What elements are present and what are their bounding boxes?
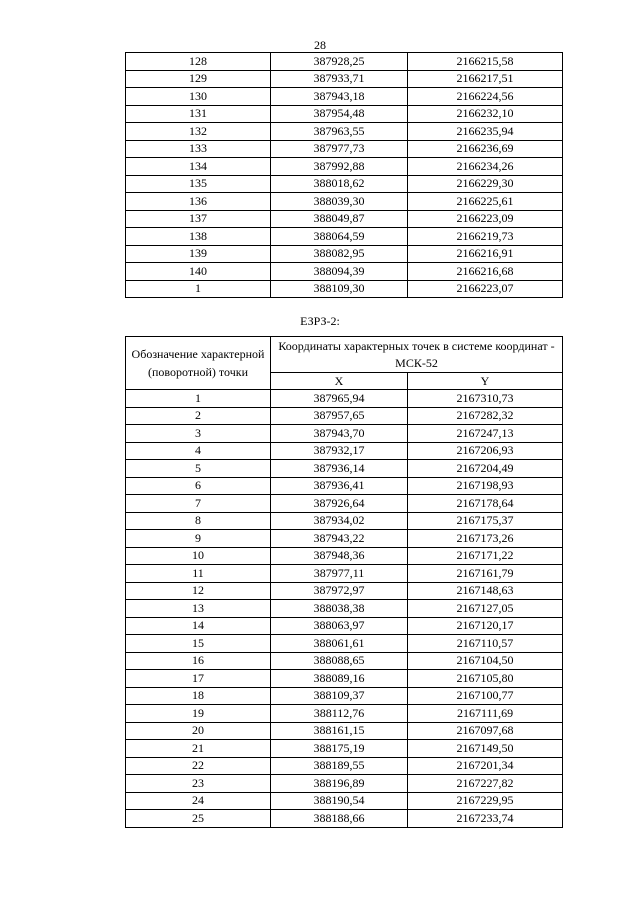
table-row xyxy=(126,722,563,740)
y-coordinate-cell: 2167100,77 xyxy=(408,687,563,705)
table-row xyxy=(126,53,563,71)
table-header xyxy=(126,337,563,390)
table-row xyxy=(126,635,563,653)
point-number-cell: 131 xyxy=(126,105,271,123)
table-row xyxy=(126,442,563,460)
y-coordinate-cell: 2167161,79 xyxy=(408,565,563,583)
x-coordinate-cell: 387943,18 xyxy=(271,88,408,106)
point-number-cell: 2 xyxy=(126,407,271,425)
x-coordinate-cell: 388175,19 xyxy=(271,740,408,758)
x-coordinate-cell: 387972,97 xyxy=(271,582,408,600)
x-coordinate-cell: 387965,94 xyxy=(271,390,408,408)
y-coordinate-cell: 2167149,50 xyxy=(408,740,563,758)
coordinates-table-continued xyxy=(125,52,563,298)
x-coordinate-cell: 387963,55 xyxy=(271,123,408,141)
point-number-cell: 14 xyxy=(126,617,271,635)
y-coordinate-cell: 2167105,80 xyxy=(408,670,563,688)
table-row xyxy=(126,617,563,635)
y-coordinate-cell: 2167175,37 xyxy=(408,512,563,530)
table-row xyxy=(126,123,563,141)
table-row xyxy=(126,245,563,263)
table-row xyxy=(126,105,563,123)
point-number-cell: 23 xyxy=(126,775,271,793)
x-coordinate-cell: 388161,15 xyxy=(271,722,408,740)
point-number-cell: 21 xyxy=(126,740,271,758)
x-coordinate-cell: 387957,65 xyxy=(271,407,408,425)
point-number-cell: 1 xyxy=(126,390,271,408)
x-coordinate-cell: 387977,73 xyxy=(271,140,408,158)
header-x-label: X xyxy=(271,373,408,390)
y-coordinate-cell: 2167310,73 xyxy=(408,390,563,408)
x-coordinate-cell: 388188,66 xyxy=(271,810,408,828)
x-coordinate-cell: 387977,11 xyxy=(271,565,408,583)
table-row xyxy=(126,477,563,495)
table-row xyxy=(126,158,563,176)
y-coordinate-cell: 2167229,95 xyxy=(408,792,563,810)
point-number-cell: 134 xyxy=(126,158,271,176)
table-row xyxy=(126,600,563,618)
table-row xyxy=(126,687,563,705)
table-row xyxy=(126,390,563,408)
point-number-cell: 136 xyxy=(126,193,271,211)
table-row xyxy=(126,512,563,530)
y-coordinate-cell: 2166219,73 xyxy=(408,228,563,246)
point-number-cell: 130 xyxy=(126,88,271,106)
table-row xyxy=(126,547,563,565)
x-coordinate-cell: 387948,36 xyxy=(271,547,408,565)
x-coordinate-cell: 387992,88 xyxy=(271,158,408,176)
table-row xyxy=(126,705,563,723)
table-row xyxy=(126,140,563,158)
x-coordinate-cell: 388196,89 xyxy=(271,775,408,793)
point-number-cell: 3 xyxy=(126,425,271,443)
table-row xyxy=(126,670,563,688)
point-number-cell: 137 xyxy=(126,210,271,228)
x-coordinate-cell: 388109,30 xyxy=(271,280,408,298)
x-coordinate-cell: 387943,70 xyxy=(271,425,408,443)
point-number-cell: 11 xyxy=(126,565,271,583)
x-coordinate-cell: 388038,38 xyxy=(271,600,408,618)
y-coordinate-cell: 2167120,17 xyxy=(408,617,563,635)
x-coordinate-cell: 388094,39 xyxy=(271,263,408,281)
x-coordinate-cell: 388018,62 xyxy=(271,175,408,193)
coordinates-table-ezrz2 xyxy=(125,336,563,828)
y-coordinate-cell: 2166217,51 xyxy=(408,70,563,88)
table-row xyxy=(126,757,563,775)
x-coordinate-cell: 388061,61 xyxy=(271,635,408,653)
x-coordinate-cell: 388089,16 xyxy=(271,670,408,688)
point-number-cell: 129 xyxy=(126,70,271,88)
y-coordinate-cell: 2167204,49 xyxy=(408,460,563,478)
table-row xyxy=(126,495,563,513)
header-coordinates-title: Координаты характерных точек в системе координат - МСК-52 xyxy=(271,337,563,373)
y-coordinate-cell: 2167111,69 xyxy=(408,705,563,723)
y-coordinate-cell: 2167227,82 xyxy=(408,775,563,793)
point-number-cell: 4 xyxy=(126,442,271,460)
x-coordinate-cell: 388082,95 xyxy=(271,245,408,263)
x-coordinate-cell: 387943,22 xyxy=(271,530,408,548)
y-coordinate-cell: 2166224,56 xyxy=(408,88,563,106)
header-point-designation: Обозначение характерной (поворотной) точки xyxy=(126,337,271,390)
y-coordinate-cell: 2166215,58 xyxy=(408,53,563,71)
y-coordinate-cell: 2167198,93 xyxy=(408,477,563,495)
y-coordinate-cell: 2166216,68 xyxy=(408,263,563,281)
x-coordinate-cell: 387936,41 xyxy=(271,477,408,495)
point-number-cell: 6 xyxy=(126,477,271,495)
y-coordinate-cell: 2167282,32 xyxy=(408,407,563,425)
point-number-cell: 133 xyxy=(126,140,271,158)
point-number-cell: 128 xyxy=(126,53,271,71)
y-coordinate-cell: 2166216,91 xyxy=(408,245,563,263)
x-coordinate-cell: 387934,02 xyxy=(271,512,408,530)
y-coordinate-cell: 2167173,26 xyxy=(408,530,563,548)
y-coordinate-cell: 2167104,50 xyxy=(408,652,563,670)
y-coordinate-cell: 2166236,69 xyxy=(408,140,563,158)
y-coordinate-cell: 2167148,63 xyxy=(408,582,563,600)
y-coordinate-cell: 2166225,61 xyxy=(408,193,563,211)
y-coordinate-cell: 2167110,57 xyxy=(408,635,563,653)
x-coordinate-cell: 388109,37 xyxy=(271,687,408,705)
y-coordinate-cell: 2167233,74 xyxy=(408,810,563,828)
point-number-cell: 20 xyxy=(126,722,271,740)
table-row xyxy=(126,530,563,548)
x-coordinate-cell: 388063,97 xyxy=(271,617,408,635)
header-y-label: Y xyxy=(408,373,563,390)
y-coordinate-cell: 2166235,94 xyxy=(408,123,563,141)
x-coordinate-cell: 388112,76 xyxy=(271,705,408,723)
point-number-cell: 16 xyxy=(126,652,271,670)
table-row xyxy=(126,407,563,425)
header-row xyxy=(126,337,563,373)
table-row xyxy=(126,775,563,793)
point-number-cell: 7 xyxy=(126,495,271,513)
y-coordinate-cell: 2166223,07 xyxy=(408,280,563,298)
table-row xyxy=(126,210,563,228)
point-number-cell: 15 xyxy=(126,635,271,653)
point-number-cell: 1 xyxy=(126,280,271,298)
table-row xyxy=(126,228,563,246)
y-coordinate-cell: 2166223,09 xyxy=(408,210,563,228)
point-number-cell: 8 xyxy=(126,512,271,530)
table-row xyxy=(126,425,563,443)
table-row xyxy=(126,582,563,600)
x-coordinate-cell: 388049,87 xyxy=(271,210,408,228)
x-coordinate-cell: 387926,64 xyxy=(271,495,408,513)
table-row xyxy=(126,810,563,828)
point-number-cell: 24 xyxy=(126,792,271,810)
point-number-cell: 9 xyxy=(126,530,271,548)
y-coordinate-cell: 2167178,64 xyxy=(408,495,563,513)
point-number-cell: 135 xyxy=(126,175,271,193)
y-coordinate-cell: 2167201,34 xyxy=(408,757,563,775)
table-row xyxy=(126,88,563,106)
section-title: ЕЗРЗ-2: xyxy=(300,314,340,328)
y-coordinate-cell: 2167097,68 xyxy=(408,722,563,740)
coordinates-table-ezrz2-body xyxy=(126,390,563,828)
point-number-cell: 132 xyxy=(126,123,271,141)
page-number: 28 xyxy=(314,38,326,52)
table-row xyxy=(126,263,563,281)
table-row xyxy=(126,193,563,211)
table-row xyxy=(126,175,563,193)
y-coordinate-cell: 2167171,22 xyxy=(408,547,563,565)
table-row xyxy=(126,460,563,478)
table-row xyxy=(126,652,563,670)
point-number-cell: 18 xyxy=(126,687,271,705)
x-coordinate-cell: 388039,30 xyxy=(271,193,408,211)
y-coordinate-cell: 2166234,26 xyxy=(408,158,563,176)
table-row xyxy=(126,280,563,298)
point-number-cell: 13 xyxy=(126,600,271,618)
x-coordinate-cell: 387932,17 xyxy=(271,442,408,460)
point-number-cell: 12 xyxy=(126,582,271,600)
x-coordinate-cell: 388190,54 xyxy=(271,792,408,810)
x-coordinate-cell: 387936,14 xyxy=(271,460,408,478)
x-coordinate-cell: 388189,55 xyxy=(271,757,408,775)
table-row xyxy=(126,70,563,88)
point-number-cell: 22 xyxy=(126,757,271,775)
x-coordinate-cell: 388064,59 xyxy=(271,228,408,246)
x-coordinate-cell: 388088,65 xyxy=(271,652,408,670)
point-number-cell: 139 xyxy=(126,245,271,263)
point-number-cell: 10 xyxy=(126,547,271,565)
y-coordinate-cell: 2167127,05 xyxy=(408,600,563,618)
y-coordinate-cell: 2166232,10 xyxy=(408,105,563,123)
table-row xyxy=(126,792,563,810)
point-number-cell: 17 xyxy=(126,670,271,688)
point-number-cell: 140 xyxy=(126,263,271,281)
x-coordinate-cell: 387933,71 xyxy=(271,70,408,88)
point-number-cell: 138 xyxy=(126,228,271,246)
x-coordinate-cell: 387928,25 xyxy=(271,53,408,71)
point-number-cell: 5 xyxy=(126,460,271,478)
x-coordinate-cell: 387954,48 xyxy=(271,105,408,123)
table-row xyxy=(126,740,563,758)
y-coordinate-cell: 2166229,30 xyxy=(408,175,563,193)
point-number-cell: 19 xyxy=(126,705,271,723)
coordinates-table-continued-body xyxy=(126,53,563,298)
table-row xyxy=(126,565,563,583)
y-coordinate-cell: 2167247,13 xyxy=(408,425,563,443)
point-number-cell: 25 xyxy=(126,810,271,828)
y-coordinate-cell: 2167206,93 xyxy=(408,442,563,460)
